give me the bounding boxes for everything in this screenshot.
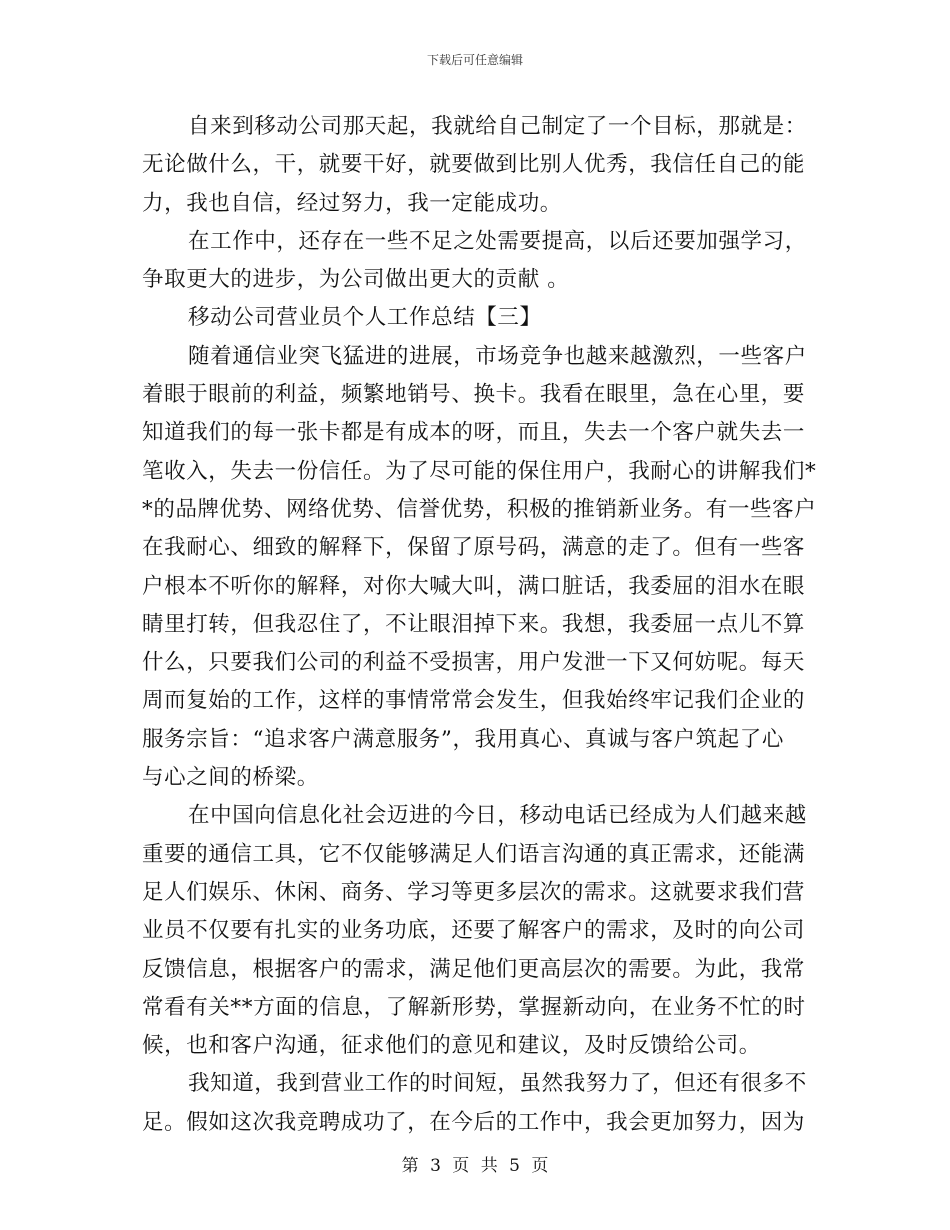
body-line: 户根本不听你的解释，对你大喊大叫，满口脏话，我委屈的泪水在眼 [142, 573, 806, 599]
body-line: 无论做什么，干，就要干好，就要做到比别人优秀，我信任自己的能 [142, 152, 806, 178]
body-line: 睛里打转，但我忍住了，不让眼泪掉下来。我想，我委屈一点儿不算 [142, 611, 806, 637]
body-line: 候，也和客户沟通，征求他们的意见和建议，及时反馈给公司。 [142, 1033, 761, 1059]
body-line: 业员不仅要有扎实的业务功底，还要了解客户的需求，及时的向公司 [142, 918, 806, 944]
body-line: 知道我们的每一张卡都是有成本的呀，而且，失去一个客户就失去一 [142, 420, 806, 446]
body-line: 在我耐心、细致的解释下，保留了原号码，满意的走了。但有一些客 [142, 535, 806, 561]
body-line: 足。假如这次我竞聘成功了，在今后的工作中，我会更加努力，因为 [142, 1109, 806, 1135]
body-line: *的品牌优势、网络优势、信誉优势，积极的推销新业务。有一些客户 [142, 496, 817, 522]
body-line: 反馈信息，根据客户的需求，满足他们更高层次的需要。为此，我常 [142, 956, 806, 982]
body-line: 在中国向信息化社会迈进的今日，移动电话已经成为人们越来越 [188, 803, 807, 829]
body-line: 着眼于眼前的利益，频繁地销号、换卡。我看在眼里，急在心里，要 [142, 382, 806, 408]
page-header: 下载后可任意编辑 [426, 53, 523, 67]
body-line: 笔收入，失去一份信任。为了尽可能的保住用户，我耐心的讲解我们* [142, 458, 817, 484]
body-line: 随着通信业突飞猛进的进展，市场竞争也越来越激烈，一些客户 [188, 343, 807, 369]
body-line: 足人们娱乐、休闲、商务、学习等更多层次的需求。这就要求我们营 [142, 879, 806, 905]
page-number-footer: 第 3 页 共 5 页 [401, 1156, 549, 1176]
body-line: 争取更大的进步，为公司做出更大的贡献 。 [142, 267, 570, 293]
document-body [142, 108, 817, 1142]
body-line: 我知道，我到营业工作的时间短，虽然我努力了，但还有很多不 [188, 1071, 807, 1097]
body-line: 在工作中，还存在一些不足之处需要提高，以后还要加强学习， [188, 228, 807, 254]
body-line: 与心之间的桥梁。 [142, 765, 319, 791]
body-line: 重要的通信工具，它不仅能够满足人们语言沟通的真正需求，还能满 [142, 841, 806, 867]
body-line: 服务宗旨：“追求客户满意服务”，我用真心、真诚与客户筑起了心 [142, 726, 784, 752]
body-line: 力，我也自信，经过努力，我一定能成功。 [142, 190, 562, 216]
section-heading: 移动公司营业员个人工作总结【三】 [188, 305, 542, 331]
body-line: 周而复始的工作，这样的事情常常会发生，但我始终牢记我们企业的 [142, 688, 806, 714]
body-line: 常看有关**方面的信息，了解新形势，掌握新动向，在业务不忙的时 [142, 994, 806, 1020]
body-line: 什么，只要我们公司的利益不受损害，用户发泄一下又何妨呢。每天 [142, 650, 806, 676]
body-line: 自来到移动公司那天起，我就给自己制定了一个目标，那就是： [188, 114, 807, 139]
